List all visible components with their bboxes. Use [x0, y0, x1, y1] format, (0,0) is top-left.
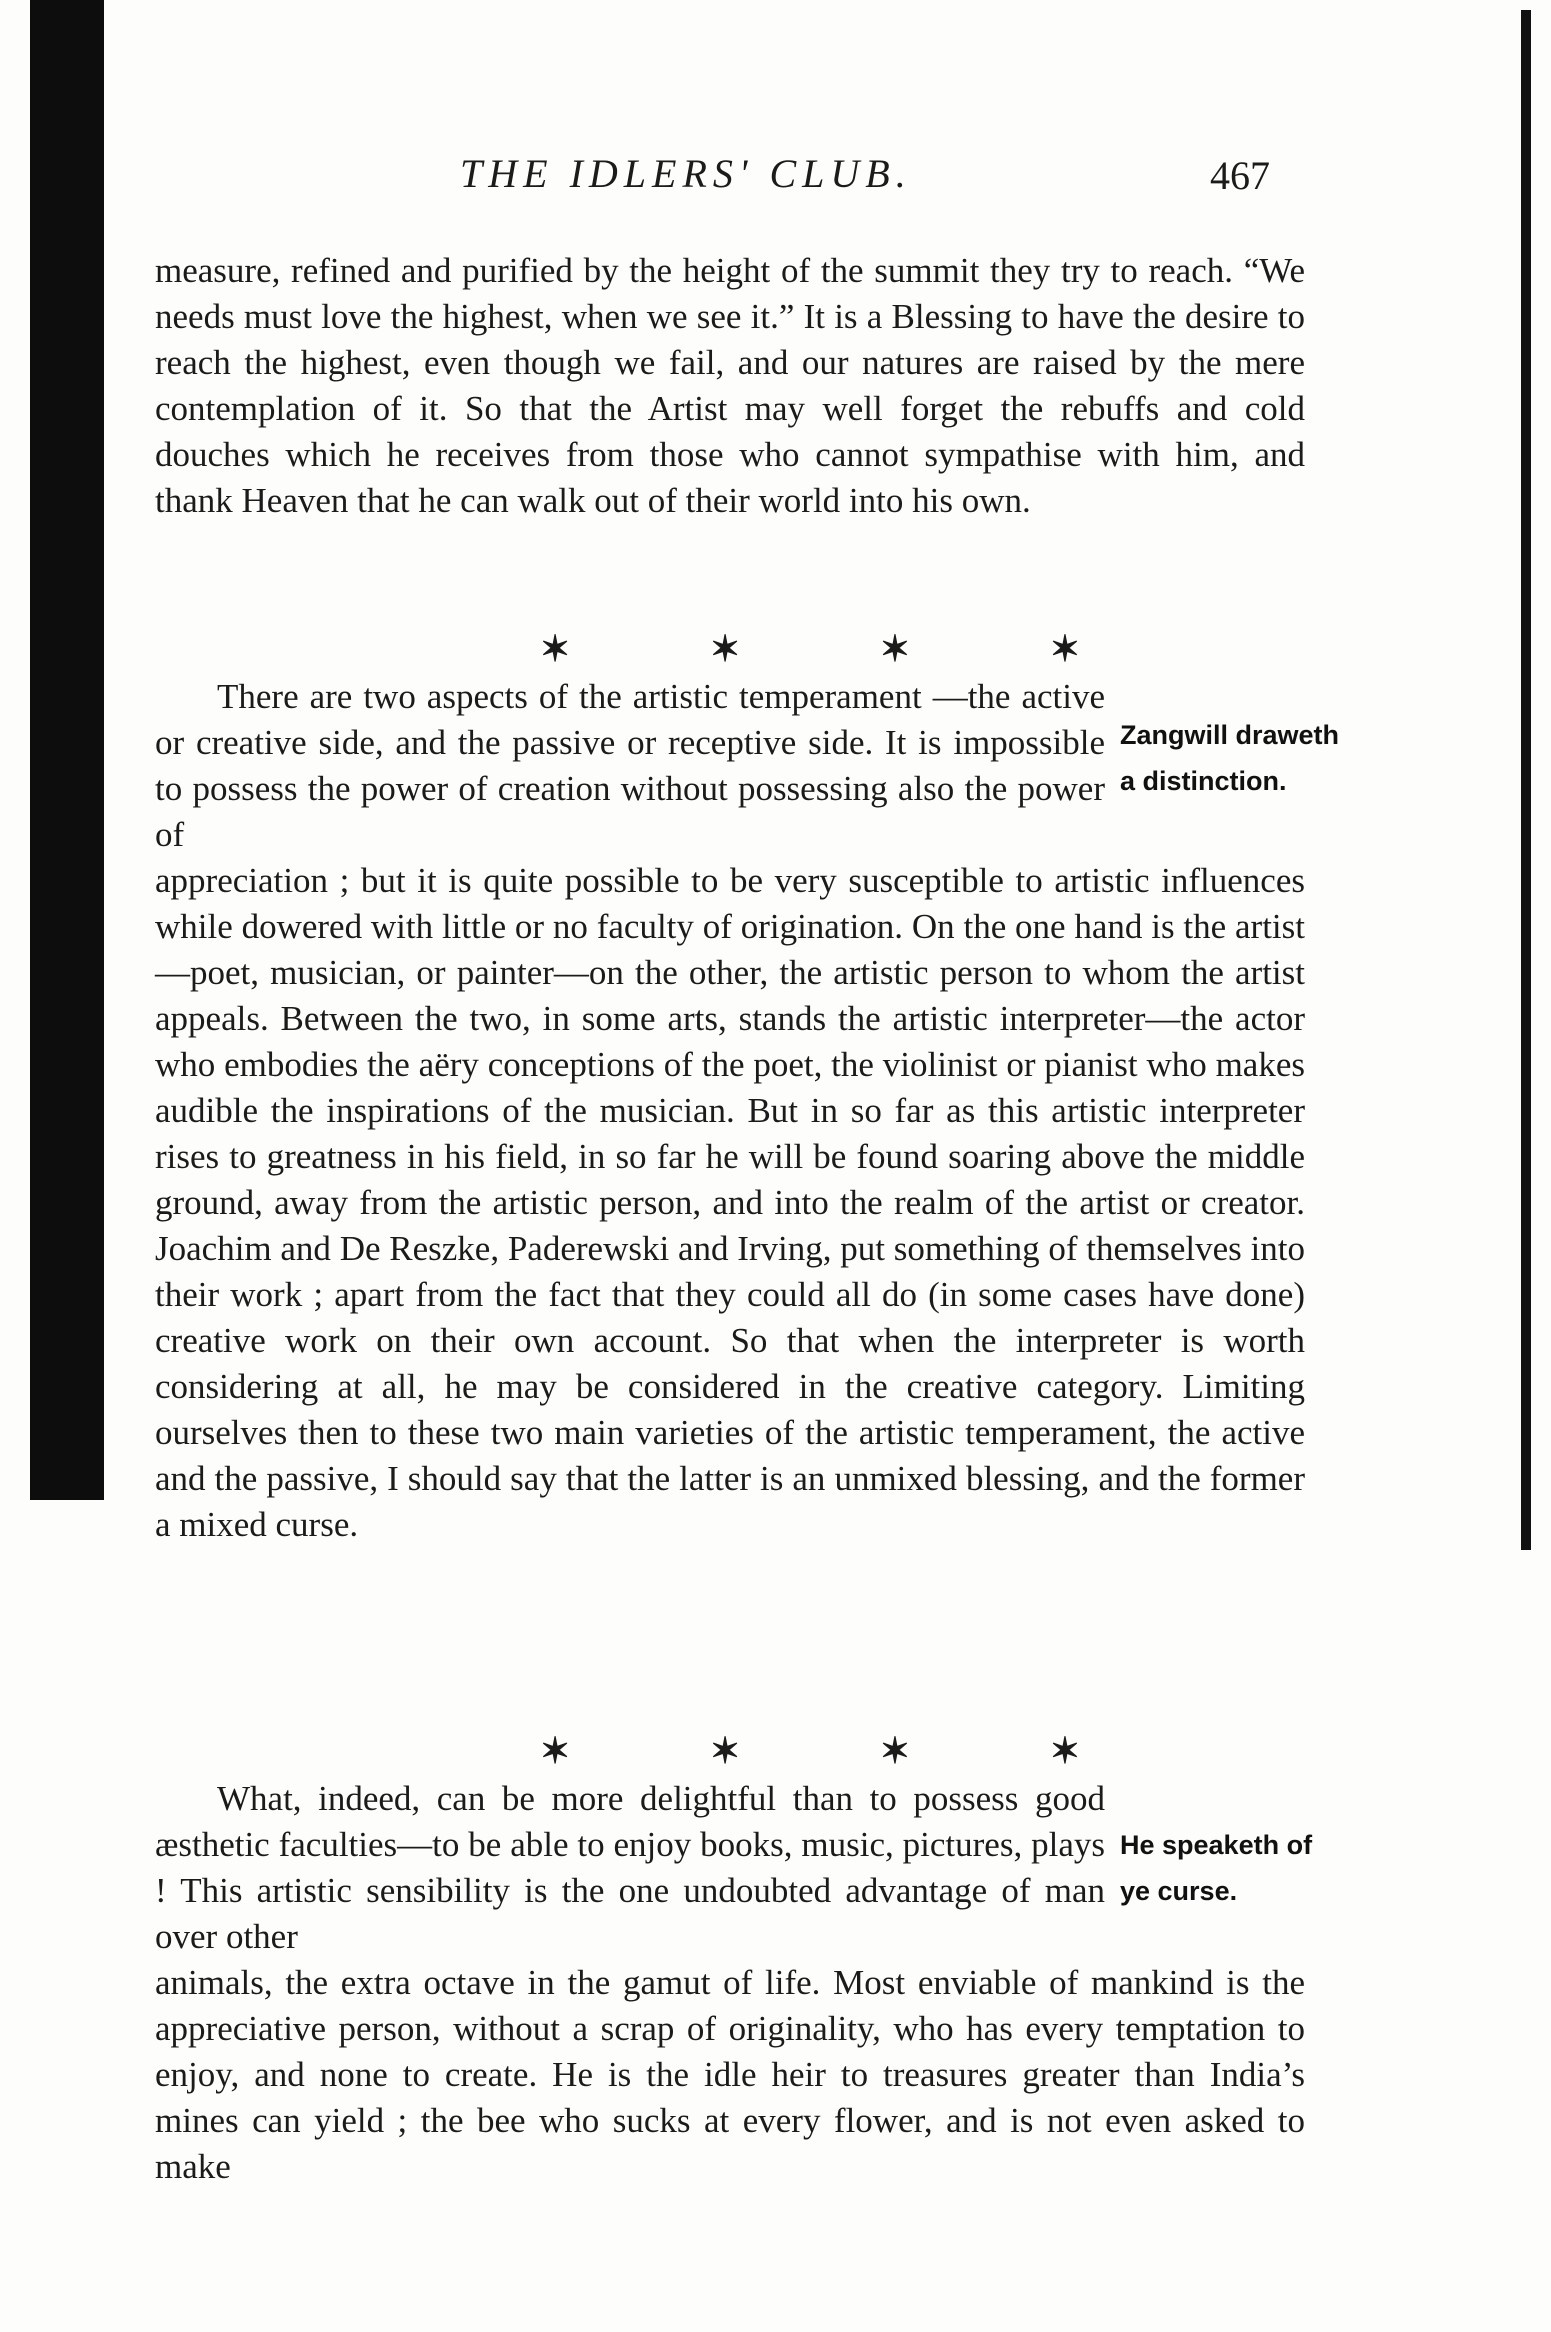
star-3: ✶	[879, 628, 911, 670]
sidenote-1	[1120, 712, 1339, 804]
paragraph-1-text: measure, refined and purified by the height of the summit they try to reach. “We needs must love the highest, when we see it.” It is a Blessing to have the desire to reach the highest, even though we fail, and our natures are raised by the mere contemplation of it. So that the Artist may well forget the rebuffs and cold douches which he receives from those who cannot sympathise with him, and thank Heaven that he can walk out of their world into his own.	[155, 251, 1305, 520]
paragraph-3-head	[155, 1776, 1105, 1960]
sidenote-2	[1120, 1822, 1312, 1914]
page-number: 467	[1210, 153, 1270, 198]
paragraph-1	[155, 248, 1305, 524]
section-separator-1	[540, 628, 1080, 670]
paragraph-3-body-text: animals, the extra octave in the gamut of life. Most enviable of mankind is the appreciative person, without a scrap of originality, who has every temptation to enjoy, and none to create. He is the idle heir to treasures greater than India’s mines can yield ; the bee who sucks at every flower, and is not even asked to make	[155, 1963, 1305, 2186]
scan-edge-right	[1521, 10, 1531, 1550]
paragraph-3-head-text: What, indeed, can be more delightful than to possess good æsthetic faculties—to be able to enjoy books, music, pictures, plays ! This artistic sensibility is the one undoubted advantage of man over other	[155, 1779, 1105, 1956]
sidenote-2-line2: ye curse.	[1120, 1876, 1238, 1906]
star-1: ✶	[540, 628, 571, 670]
star-1: ✶	[540, 1730, 571, 1772]
running-header	[460, 150, 1310, 220]
star-3: ✶	[879, 1730, 911, 1772]
paragraph-2-head-text: There are two aspects of the artistic temperament —the active or creative side, and the passive or receptive side. It is impossible to possess the power of creation without possessing also the power of	[155, 677, 1105, 854]
sidenote-1-line1: Zangwill draweth	[1120, 720, 1340, 750]
paragraph-2-body	[155, 858, 1305, 1548]
sidenote-2-line1: He speaketh of	[1120, 1830, 1313, 1860]
star-2: ✶	[709, 1730, 741, 1772]
paragraph-2-head	[155, 674, 1105, 858]
running-title: THE IDLERS' CLUB.	[460, 151, 912, 196]
star-4: ✶	[1049, 1730, 1080, 1772]
scan-edge-left	[30, 0, 104, 1500]
paragraph-2-body-text: appreciation ; but it is quite possible to be very susceptible to artistic influences while dowered with little or no faculty of origination. On the one hand is the artist—poet, musician, or painter—on the other, the artistic person to whom the artist appeals. Between the two, in some arts, stands the artistic interpreter—the actor who embodies the aëry conceptions of the poet, the violinist or pianist who makes audible the inspirations of the musician. But in so far as this artistic interpreter rises to greatness in his field, in so far he will be found soaring above the middle ground, away from the artistic person, and into the realm of the artist or creator. Joachim and De Reszke, Paderewski and Irving, put something of themselves into their work ; apart from the fact that they could all do (in some cases have done) creative work on their own account. So that when the interpreter is worth considering at all, he may be considered in the creative category. Limiting ourselves then to these two main varieties of the artistic temperament, the active and the passive, I should say that the latter is an unmixed blessing, and the former a mixed curse.	[155, 861, 1305, 1544]
star-4: ✶	[1049, 628, 1080, 670]
sidenote-1-line2: a distinction.	[1120, 766, 1287, 796]
star-2: ✶	[709, 628, 741, 670]
paragraph-3-body	[155, 1960, 1305, 2190]
section-separator-2	[540, 1730, 1080, 1772]
